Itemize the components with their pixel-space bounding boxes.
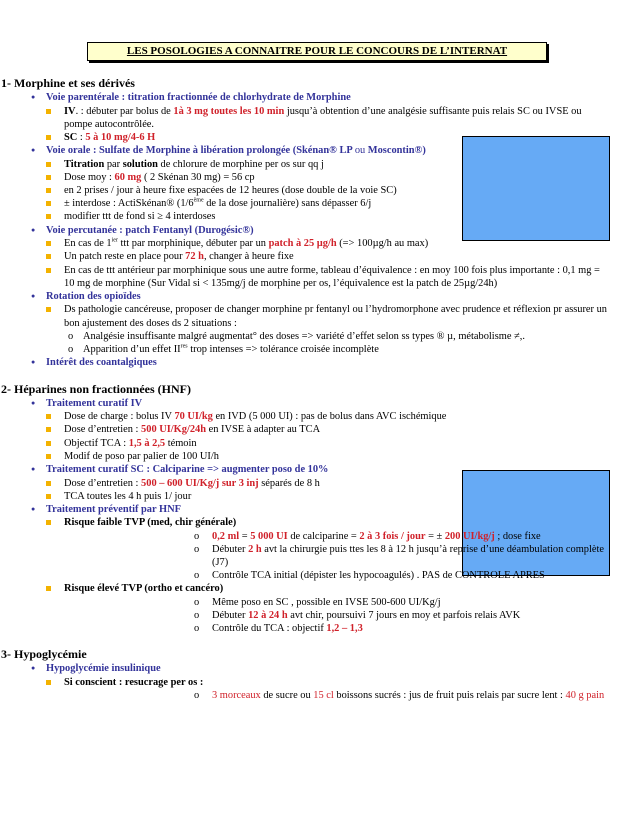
resucrage-text-2: boissons sucrés : jus de fruit puis relais par sucre lent : xyxy=(333,690,566,701)
premier-ttt-text: En cas de 1 xyxy=(64,238,112,250)
item-risque-faible: Risque faible TVP (med, chir générale) xyxy=(0,516,638,529)
item-risque-faible-debut xyxy=(0,543,638,569)
item-dose-entretien-iv xyxy=(0,423,638,436)
item-risque-eleve-poso: o Même poso en SC , possible en IVSE 500-600 UI/Kg/j xyxy=(0,596,638,609)
iv-label: IV xyxy=(64,105,76,117)
interdose-text: ± interdose : ActiSkénan® (1/6 xyxy=(64,198,194,210)
iv-text-2: jusqu’à obtention d’une analgésie suffisante puis relais SC ou IVSE ou pompe autocontrôlée. xyxy=(64,105,582,130)
item-modifier: modifier ttt de fond si ≥ 4 interdoses xyxy=(0,210,638,223)
entretien-iv-text: Dose d’entretien : xyxy=(64,424,142,436)
item-voie-orale xyxy=(0,144,638,158)
rf-ui: 5 000 UI xyxy=(250,530,288,542)
patch-duree-text: Un patch reste en place pour xyxy=(64,251,186,263)
page-title: LES POSOLOGIES A CONNAITRE POUR LE CONCOURS DE L’INTERNAT xyxy=(87,42,547,61)
resucrage-cl: 15 cl xyxy=(313,690,334,701)
premier-ttt-sup: ier xyxy=(111,237,118,244)
item-analgesie-insuffisante: o Analgésie insuffisante malgré augmentat° des doses => variété d’effet selon ss types ® µ, métabolisme ≠,. xyxy=(0,330,638,343)
item-effet-secondaire xyxy=(0,343,638,356)
item-curatif-sc: ● Traitement curatif SC : Calciparine => augmenter poso de 10% xyxy=(0,463,638,477)
interdose-sup: ème xyxy=(193,197,204,204)
item-voie-percutanee: ● Voie percutanée : patch Fentanyl (Durogésic®) xyxy=(0,224,638,238)
iv-text: . : débuter par bolus de xyxy=(75,105,174,117)
dose-moy-value: 60 mg xyxy=(114,171,142,183)
entretien-iv-value: 500 UI/Kg/24h xyxy=(141,424,206,436)
section-heading-hypoglycemie: 3- Hypoglycémie xyxy=(1,647,87,662)
rf-eq: = xyxy=(239,530,251,542)
item-dose-entretien-sc xyxy=(0,477,638,490)
item-rotation-opioides: ● Rotation des opioïdes xyxy=(0,290,638,304)
rf-freq: 2 à 3 fois / jour xyxy=(359,530,426,542)
rf-text-2: ; dose fixe xyxy=(494,530,541,542)
effet-text: Apparition d’un effet II xyxy=(83,344,181,356)
dose-charge-text: Dose de charge : bolus IV xyxy=(64,411,175,423)
dose-charge-text-2: en IVD (5 000 UI) : pas de bolus dans AVC ischémique xyxy=(212,411,447,423)
item-dose-charge xyxy=(0,410,638,423)
item-risque-faible-controle: o Contrôle TCA initial (dépister les hypocoagulés) . PAS de CONTROLE APRES xyxy=(0,569,638,582)
item-sc xyxy=(0,131,638,144)
document-body xyxy=(0,76,638,702)
titration-text: de chlorure de morphine per os sur qq j xyxy=(157,158,324,170)
section-heading-heparines: 2- Héparines non fractionnées (HNF) xyxy=(1,381,191,396)
item-curatif-iv: ● Traitement curatif IV xyxy=(0,397,638,411)
re-debut-text-2: avt chir, poursuivi 7 jours en moy et parfois relais AVK xyxy=(287,609,521,621)
rf-text: de calciparine = xyxy=(287,530,360,542)
sc-dose: 5 à 10 mg/4-6 H xyxy=(85,131,156,143)
resucrage-morceaux: 3 morceaux xyxy=(212,690,261,701)
item-tca-toutes: TCA toutes les 4 h puis 1/ jour xyxy=(0,490,638,503)
section-heading-morphine: 1- Morphine et ses dérivés xyxy=(1,76,135,90)
item-risque-eleve-debut xyxy=(0,609,638,622)
re-controle-text: Contrôle du TCA : objectif xyxy=(212,623,327,635)
item-patch-duree xyxy=(0,250,638,263)
entretien-sc-text-2: séparés de 8 h xyxy=(258,477,320,489)
patch-dose: patch à 25 µg/h xyxy=(268,238,337,250)
rf-eq2: = ± xyxy=(425,530,445,542)
patch-duree-text-2: , changer à heure fixe xyxy=(203,251,294,263)
voie-orale-ou: ou xyxy=(354,145,366,157)
item-preventif-hnf: ● Traitement préventif par HNF xyxy=(0,503,638,517)
effet-text-2: trop intenses => tolérance croisée incomplète xyxy=(187,344,379,356)
sc-sep: : xyxy=(77,131,86,143)
item-risque-eleve-controle xyxy=(0,622,638,635)
re-debut-text: Débuter xyxy=(212,609,249,621)
dose-moy-label: Dose moy : xyxy=(64,171,115,183)
premier-ttt-text-2: ttt par morphinique, débuter par un xyxy=(117,238,269,250)
resucrage-text: de sucre ou xyxy=(260,690,314,701)
rf-debut-text: Débuter xyxy=(212,543,249,555)
item-pathologie-cancereuse: Ds pathologie cancéreuse, proposer de changer morphine pr fentanyl ou l’hydromorphone avec prudence et réflexion pr assurer un bon ajustement des doses ds 2 situations : xyxy=(0,303,638,329)
objectif-tca-value: 1,5 à 2,5 xyxy=(128,437,166,449)
interdose-text-2: de la dose journalière) sans dépasser 6/j xyxy=(203,198,372,210)
premier-ttt-text-3: (=> 100µg/h au max) xyxy=(336,238,429,250)
re-debut-value: 12 à 24 h xyxy=(248,609,288,621)
sc-label: SC xyxy=(64,131,78,143)
item-modif-poso: Modif de poso par palier de 100 UI/h xyxy=(0,450,638,463)
item-iv xyxy=(0,105,638,131)
patch-duree-value: 72 h xyxy=(185,251,204,263)
rf-ml: 0,2 ml xyxy=(212,530,240,542)
titration-solution: solution xyxy=(122,158,158,170)
item-coantalgiques: ● Intérêt des coantalgiques xyxy=(0,356,638,370)
titration-par: par xyxy=(104,158,123,170)
rf-uikg: 200 UI/kg/j xyxy=(444,530,495,542)
effet-sup: res xyxy=(180,343,188,350)
item-hypoglycemie-insulinique: ● Hypoglycémie insulinique xyxy=(0,662,638,676)
item-voie-parenterale: ● Voie parentérale : titration fractionnée de chlorhydrate de Morphine xyxy=(0,91,638,105)
item-ttt-anterieur: En cas de ttt antérieur par morphinique sous une autre forme, tableau d’équivalence : en moy 100 fois plus importante : 0,1 mg = 10 mg de morphine (Sur Vidal si < 135mg/j de morphine per os, l’équivalence est la patch de 25µg/24h) xyxy=(0,264,638,290)
item-objectif-tca xyxy=(0,437,638,450)
titration-label: Titration xyxy=(64,158,105,170)
item-risque-faible-dose xyxy=(0,530,638,543)
objectif-tca-text-2: témoin xyxy=(165,437,197,449)
entretien-iv-text-2: en IVSE à adapter au TCA xyxy=(206,424,321,436)
rf-debut-text-2: avt la chirurgie puis ttes les 8 à 12 h jusqu’à reprise d’une déambulation complète (J7) xyxy=(212,543,604,569)
entretien-sc-value: 500 – 600 UI/Kg/j sur 3 inj xyxy=(141,477,259,489)
re-controle-value: 1,2 – 1,3 xyxy=(326,623,363,635)
item-si-conscient: Si conscient : resucrage per os : xyxy=(0,676,638,689)
objectif-tca-text: Objectif TCA : xyxy=(64,437,129,449)
item-premier-ttt xyxy=(0,237,638,250)
item-dose-moy xyxy=(0,171,638,184)
dose-moy-text: ( 2 Skénan 30 mg) = 56 cp xyxy=(141,171,255,183)
resucrage-pain: 40 g pain xyxy=(565,690,605,701)
item-risque-eleve: Risque élevé TVP (ortho et cancéro) xyxy=(0,582,638,595)
dose-charge-value: 70 UI/kg xyxy=(174,411,213,423)
item-interdose xyxy=(0,197,638,210)
rf-debut-value: 2 h xyxy=(248,543,262,555)
iv-dose: 1à 3 mg toutes les 10 min xyxy=(173,105,285,117)
item-prises: en 2 prises / jour à heure fixe espacées de 12 heures (dose double de la voie SC) xyxy=(0,184,638,197)
item-resucrage xyxy=(0,689,638,702)
voie-orale-text-2: Moscontin®) xyxy=(365,145,426,157)
item-titration xyxy=(0,158,638,171)
entretien-sc-text: Dose d’entretien : xyxy=(64,477,142,489)
voie-orale-text: Voie orale : Sulfate de Morphine à libération prolongée (Skénan® LP xyxy=(46,145,355,157)
